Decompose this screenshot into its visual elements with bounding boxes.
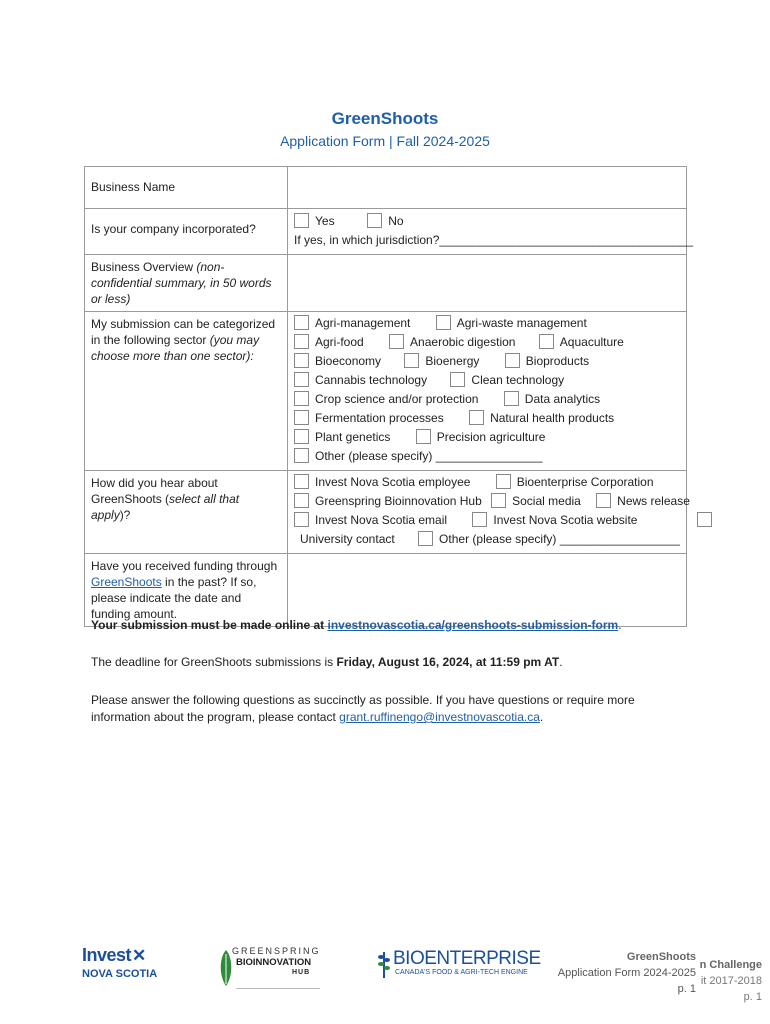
sector-checkbox[interactable] (294, 315, 309, 330)
footer-ghost-text: n Challenge it 2017-2018 p. 1 (699, 959, 762, 1003)
contact-email-link[interactable]: grant.ruffinengo@investnovascotia.ca (339, 710, 540, 724)
sector-option-label: Aquaculture (559, 335, 624, 349)
hear-option-label: Greenspring Bioinnovation Hub (315, 494, 482, 508)
sector-checkbox[interactable] (416, 429, 431, 444)
hear-checkbox[interactable] (491, 493, 506, 508)
hear-checkbox[interactable] (294, 493, 309, 508)
deadline-note: The deadline for GreenShoots submissions is Friday, August 16, 2024, at 11:59 pm AT. (91, 655, 563, 669)
hear-checkbox[interactable] (596, 493, 611, 508)
submission-note: Your submission must be made online at investnovascotia.ca/greenshoots-submission-form. (91, 618, 622, 632)
sector-option-label: Natural health products (490, 411, 615, 425)
sector-options (288, 312, 687, 471)
sector-option-label: Agri-management (315, 316, 411, 330)
sector-option-label: Plant genetics (315, 430, 391, 444)
no-checkbox[interactable] (367, 213, 382, 228)
sector-option-label: Clean technology (471, 373, 565, 387)
yes-checkbox[interactable] (294, 213, 309, 228)
hear-option-label: University contact (300, 532, 395, 546)
sector-option-label: Fermentation processes (315, 411, 444, 425)
hear-checkbox[interactable] (472, 512, 487, 527)
hear-option-label: Invest Nova Scotia employee (315, 475, 471, 489)
sector-checkbox[interactable] (294, 410, 309, 425)
footer-doc-info (554, 949, 696, 997)
page-subtitle: Application Form | Fall 2024-2025 (280, 133, 490, 149)
sector-option-label: Anaerobic digestion (410, 335, 516, 349)
sector-option-label: Agri-waste management (456, 316, 587, 330)
sector-checkbox[interactable] (436, 315, 451, 330)
incorporated-label: Is your company incorporated? (85, 209, 288, 255)
overview-field[interactable] (288, 255, 687, 312)
sector-checkbox[interactable] (294, 429, 309, 444)
sector-checkbox[interactable] (469, 410, 484, 425)
greenspring-hub-logo: GREENSPRING BIOINNOVATION HUB (218, 944, 322, 990)
hear-checkbox[interactable] (496, 474, 511, 489)
sector-checkbox[interactable] (539, 334, 554, 349)
footer-doc-title: GreenShoots (626, 951, 696, 963)
sector-label: My submission can be categorized in the following sector (you may choose more than one sector): (85, 312, 288, 471)
hear-checkbox[interactable] (294, 512, 309, 527)
sector-checkbox[interactable] (505, 353, 520, 368)
funding-label: Have you received funding through GreenShoots in the past? If so, please indicate the date and funding amount. (85, 554, 288, 627)
funding-field[interactable] (288, 554, 687, 627)
submission-link[interactable]: investnovascotia.ca/greenshoots-submission-form (327, 618, 619, 632)
sector-checkbox[interactable] (450, 372, 465, 387)
sector-option-label: Precision agriculture (436, 430, 546, 444)
sector-checkbox[interactable] (294, 353, 309, 368)
sector-option-label: Crop science and/or protection (315, 392, 479, 406)
sector-checkbox[interactable] (389, 334, 404, 349)
invest-nova-scotia-logo: Invest✕ NOVA SCOTIA (82, 945, 158, 980)
sector-checkbox[interactable] (504, 391, 519, 406)
no-label: No (388, 214, 404, 228)
sector-option-label: Bioeconomy (315, 354, 382, 368)
footer-doc-form: Application Form 2024-2025 (557, 967, 696, 979)
sector-checkbox[interactable] (294, 372, 309, 387)
wheat-icon (375, 948, 393, 980)
sector-checkbox[interactable] (404, 353, 419, 368)
incorporated-options (288, 209, 693, 255)
overview-label: Business Overview (non-confidential summary, in 50 words or less) (85, 255, 288, 312)
hear-checkbox[interactable] (294, 474, 309, 489)
sector-option-label: Data analytics (524, 392, 601, 406)
sector-option-label: Cannabis technology (315, 373, 428, 387)
application-table (84, 166, 693, 627)
sector-option-label: Agri-food (315, 335, 364, 349)
hear-options (288, 471, 690, 554)
sector-option-label: Bioenergy (425, 354, 480, 368)
page-title: GreenShoots (331, 109, 439, 128)
sector-option-label: Bioproducts (525, 354, 590, 368)
footer-page-number: p. 1 (677, 983, 696, 995)
sector-checkbox[interactable] (294, 448, 309, 463)
business-name-field[interactable] (288, 167, 687, 209)
hear-option-label: Invest Nova Scotia website (493, 513, 638, 527)
hear-option-label: News release (617, 494, 690, 508)
bioenterprise-logo: BIOENTERPRISE CANADA'S FOOD & AGRI-TECH ENGINE (375, 948, 550, 982)
hear-option-label: Bioenterprise Corporation (516, 475, 654, 489)
jurisdiction-line[interactable]: If yes, in which jurisdiction?______________________________________ (294, 233, 693, 247)
greenshoots-link[interactable]: GreenShoots (91, 575, 162, 589)
questions-note: Please answer the following questions as succinctly as possible. If you have questions or require more information about the program, please contact grant.ruffinengo@investnovascotia.ca. (91, 693, 635, 724)
hear-option-label: Social media (512, 494, 581, 508)
hear-option-label: Invest Nova Scotia email (315, 513, 448, 527)
hear-checkbox[interactable] (697, 512, 712, 527)
hear-label: How did you hear about GreenShoots (select all that apply)? (85, 471, 288, 554)
hear-checkbox[interactable] (418, 531, 433, 546)
sector-checkbox[interactable] (294, 334, 309, 349)
sector-checkbox[interactable] (294, 391, 309, 406)
business-name-label: Business Name (85, 167, 288, 209)
sector-option-label: Other (please specify) ________________ (315, 449, 543, 463)
yes-label: Yes (315, 214, 335, 228)
hear-option-label: Other (please specify) __________________ (439, 532, 680, 546)
